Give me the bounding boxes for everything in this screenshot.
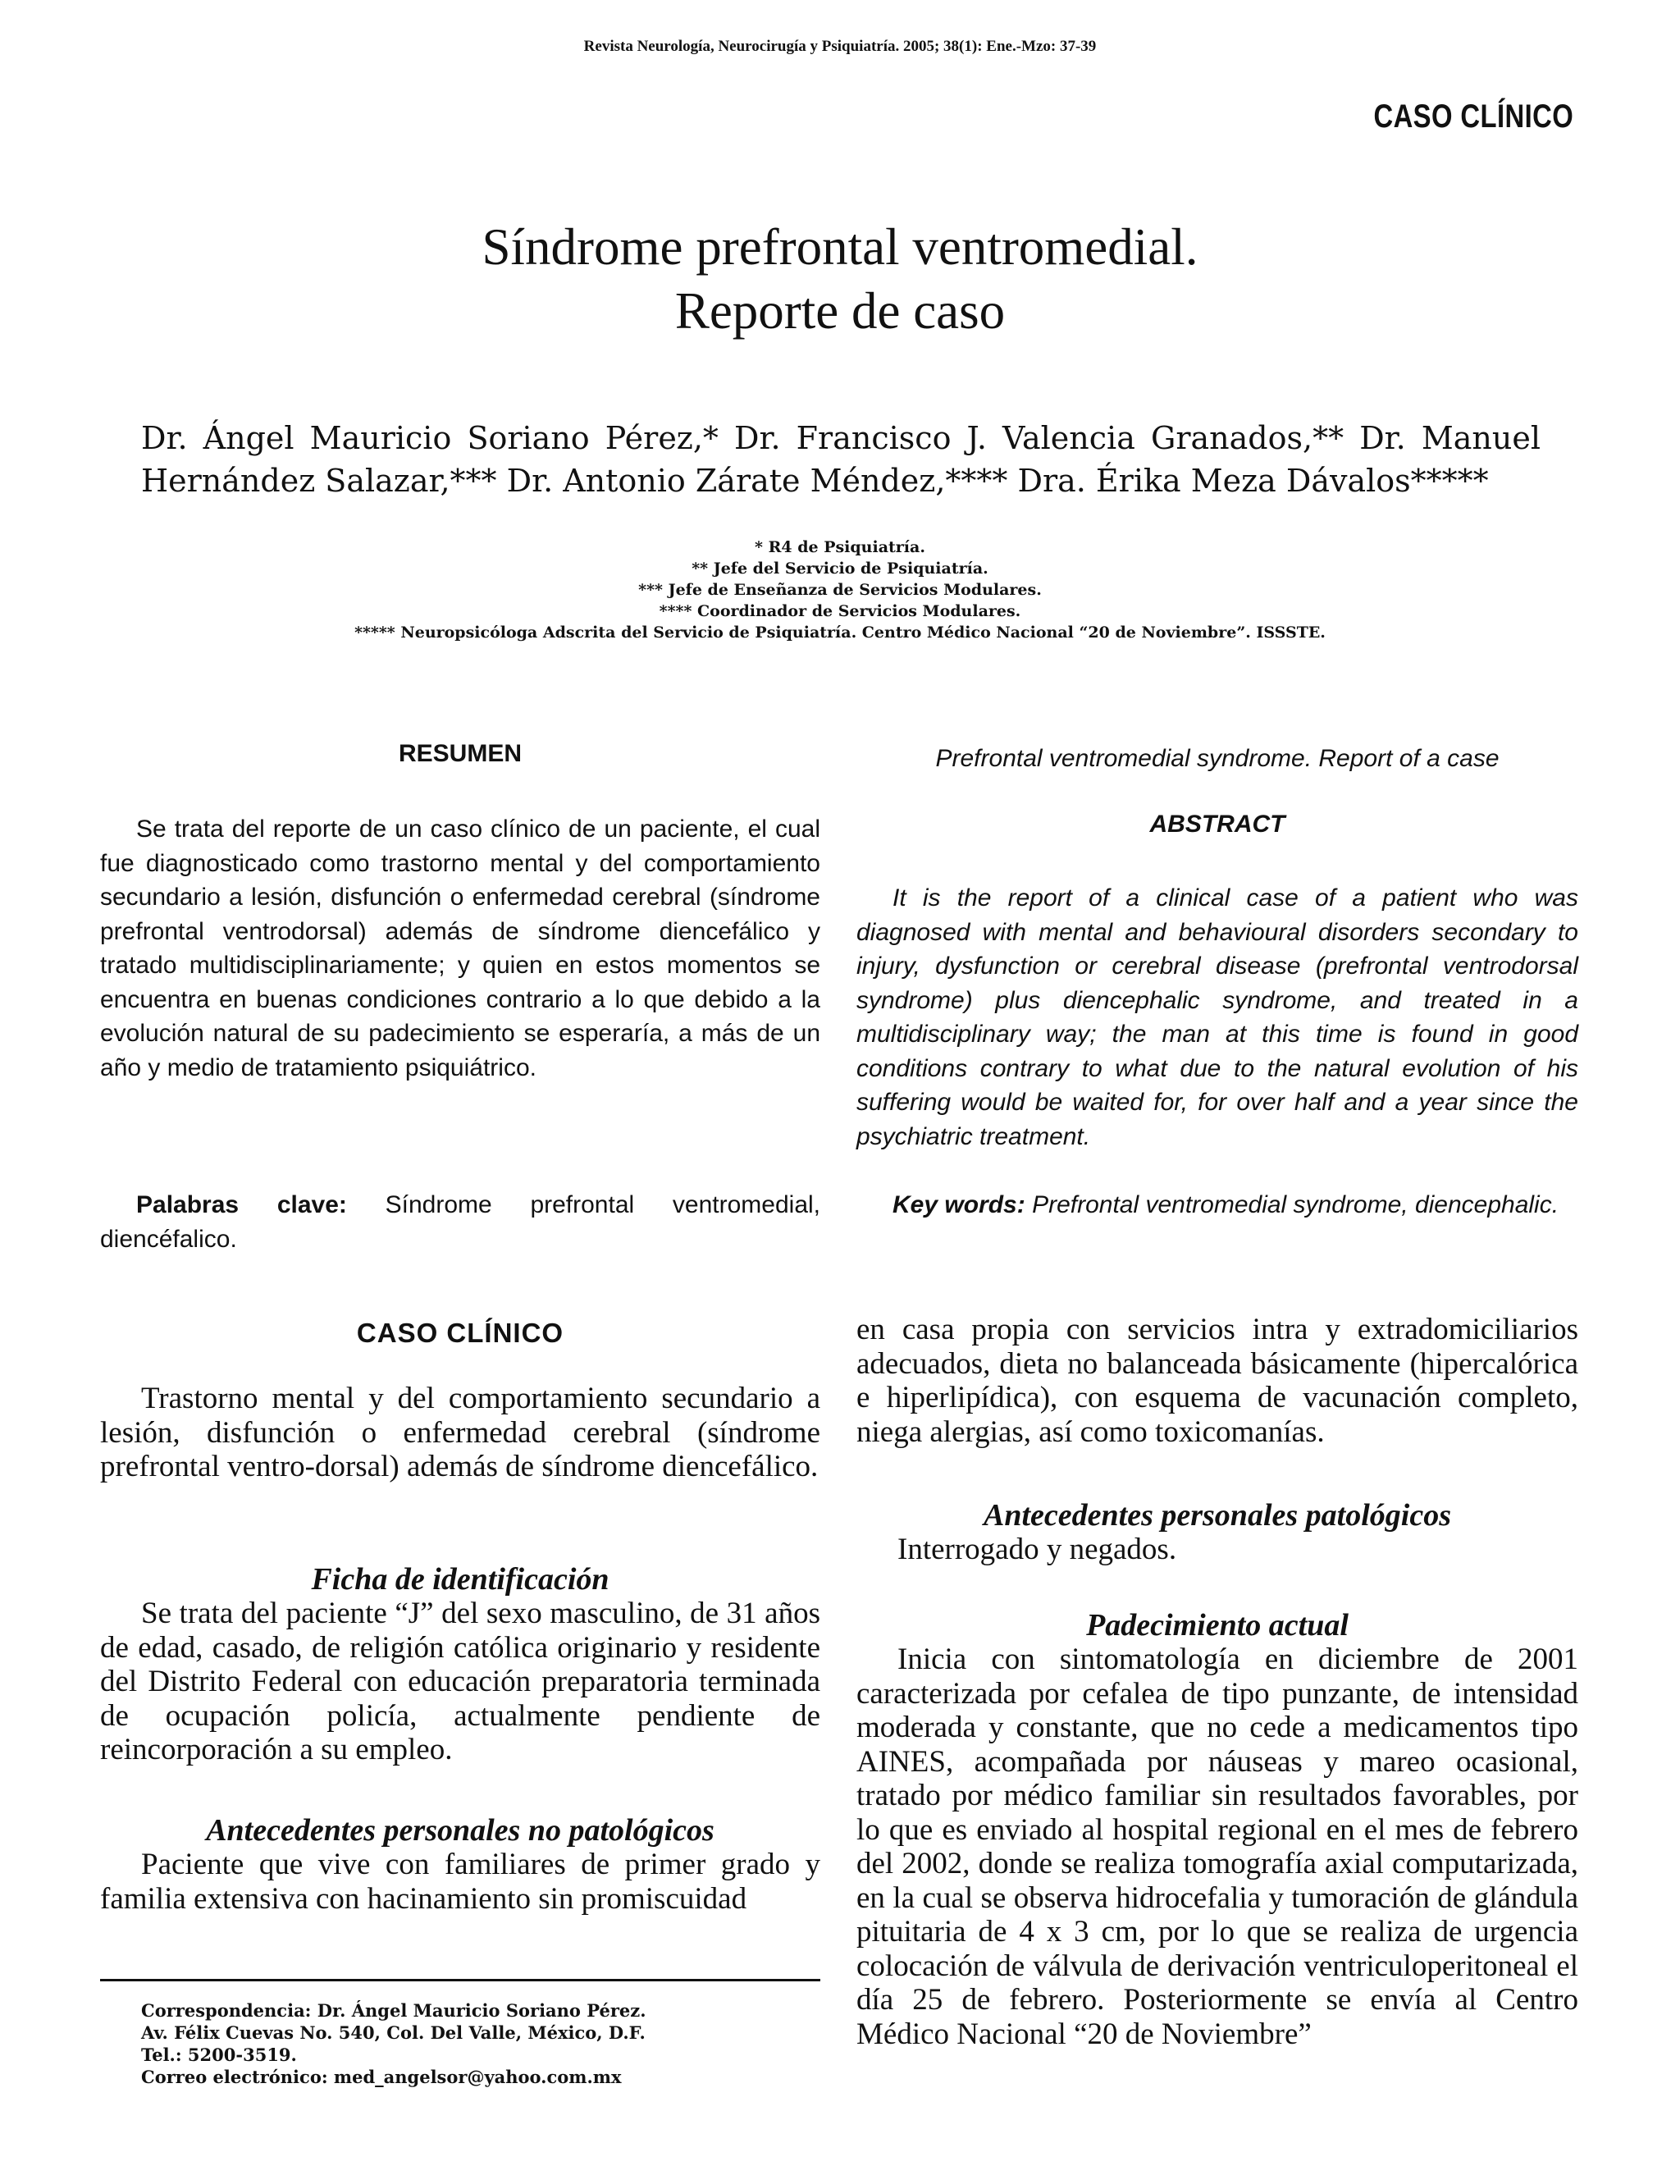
resumen-keywords <box>100 1188 820 1256</box>
keywords-label: Palabras clave: <box>136 1191 347 1218</box>
affiliation-item: **** Coordinador de Servicios Modulares. <box>659 602 1021 620</box>
intro-paragraph: Trastorno mental y del comportamiento secundario a lesión, disfunción o enfermedad cerebral (síndrome prefrontal ventro-dorsal) además de síndrome diencefálico. <box>100 1382 820 1483</box>
footnote-rule <box>100 1979 820 1981</box>
abstract-paragraph: It is the report of a clinical case of a patient who was diagnosed with mental and behavioural disorders secondary to injury, dysfunction or cerebral disease (prefrontal ventrodorsal syndrome) plus diencephalic syndrome, and treated in a multidisciplinary way; the man at this time is found in good conditions contrary to what due to the natural evolution of his suffering would be waited for, for over half and a year since the psychiatric treatment. <box>856 884 1578 1150</box>
ficha-heading: Ficha de identificación <box>311 1562 609 1597</box>
affiliation-item: * R4 de Psiquiatría. <box>755 538 925 556</box>
english-title: Prefrontal ventromedial syndrome. Report of a case <box>935 745 1500 772</box>
no-pat-continued-paragraph: en casa propia con servicios intra y extradomiciliarios adecuados, dieta no balanceada básicamente (hipercalórica e hiperlipídica), con esquema de vacunación completo, niega alergias, así como toxicomanías. <box>856 1313 1578 1449</box>
correspondence-line: Correo electrónico: med_angelsor@yahoo.com.mx <box>141 2067 622 2087</box>
padecimiento-heading: Padecimiento actual <box>1086 1608 1349 1643</box>
padecimiento-paragraph: Inicia con sintomatología en diciembre de 2001 caracterizada por cefalea de tipo punzante, de intensidad moderada y constante, que no cede a medicamentos tipo AINES, acompañada por náuseas y mareo ocasional, tratado por médico familiar sin resultados favorables, por lo que es enviado al hospital regional en el mes de febrero del 2002, donde se realiza tomografía axial computarizada, en la cual se observa hidrocefalia y tumoración de glándula pituitaria de 4 x 3 cm, por lo que se realiza de urgencia colocación de válvula de derivación ventriculoperitoneal el día 25 de febrero. Posteriormente se envía al Centro Médico Nacional “20 de Noviembre” <box>856 1643 1578 2051</box>
correspondence <box>141 1999 814 2088</box>
case-heading: CASO CLÍNICO <box>356 1318 564 1348</box>
case-intro <box>100 1382 820 1484</box>
title-line-1: Síndrome prefrontal ventromedial. <box>482 218 1198 276</box>
abstract-keywords <box>856 1188 1578 1222</box>
keywords-text: Prefrontal ventromedial syndrome, diencephalic. <box>1032 1191 1559 1218</box>
ficha-paragraph: Se trata del paciente “J” del sexo masculino, de 31 años de edad, casado, de religión católica originario y residente del Distrito Federal con educación preparatoria terminada de ocupación policía, actualmente pendiente de reincorporación a su empleo. <box>100 1597 820 1766</box>
ficha-text <box>100 1597 820 1767</box>
no-pat-heading: Antecedentes personales no patológicos <box>206 1813 714 1848</box>
correspondence-line: Tel.: 5200-3519. <box>141 2045 297 2065</box>
keywords-label: Key words: <box>892 1191 1025 1218</box>
no-pat-paragraph: Paciente que vive con familiares de primer grado y familia extensiva con hacinamiento sin promiscuidad <box>100 1848 820 1916</box>
correspondence-line: Av. Félix Cuevas No. 540, Col. Del Valle, México, D.F. <box>141 2022 646 2043</box>
pat-paragraph: Interrogado y negados. <box>897 1533 1177 1566</box>
no-pat-continued <box>856 1313 1578 1449</box>
journal-citation: Revista Neurología, Neurocirugía y Psiquiatría. 2005; 38(1): Ene.-Mzo: 37-39 <box>583 38 1097 55</box>
resumen-heading: RESUMEN <box>398 740 522 767</box>
abstract-heading: ABSTRACT <box>1149 811 1285 838</box>
keywords-text: Síndrome prefrontal ventromedial, diencéfalico. <box>100 1191 821 1253</box>
author-list: Dr. Ángel Mauricio Soriano Pérez,* Dr. Francisco J. Valencia Granados,** Dr. Manuel Hernández Salazar,*** Dr. Antonio Zárate Méndez,**** Dra. Érika Meza Dávalos***** <box>141 420 1541 499</box>
abstract-text <box>856 881 1578 1154</box>
section-label: CASO CLÍNICO <box>1373 98 1573 135</box>
resumen-paragraph: Se trata del reporte de un caso clínico de un paciente, el cual fue diagnosticado como trastorno mental y del comportamiento secundario a lesión, disfunción o enfermedad cerebral (síndrome prefrontal ventrodorsal) además de síndrome diencefálico y tratado multidisciplinariamente; y quien en estos momentos se encuentra en buenas condiciones contrario a lo que debido a la evolución natural de su padecimiento se esperaría, a más de un año y medio de tratamiento psiquiátrico. <box>100 816 820 1081</box>
padecimiento-text <box>856 1643 1578 2051</box>
article-title <box>0 215 1680 343</box>
affiliations <box>0 537 1680 643</box>
no-pat-text <box>100 1848 820 1916</box>
affiliation-item: *** Jefe de Enseñanza de Servicios Modulares. <box>638 581 1042 599</box>
title-line-2: Reporte de caso <box>674 282 1006 340</box>
affiliation-item: ***** Neuropsicóloga Adscrita del Servicio de Psiquiatría. Centro Médico Nacional “20 de Noviembre”. ISSSTE. <box>354 624 1326 642</box>
resumen-text <box>100 812 820 1085</box>
affiliation-item: ** Jefe del Servicio de Psiquiatría. <box>692 560 988 578</box>
correspondence-line: Correspondencia: Dr. Ángel Mauricio Soriano Pérez. <box>141 2000 646 2021</box>
pat-heading: Antecedentes personales patológicos <box>984 1498 1451 1533</box>
pat-text <box>856 1533 1578 1567</box>
